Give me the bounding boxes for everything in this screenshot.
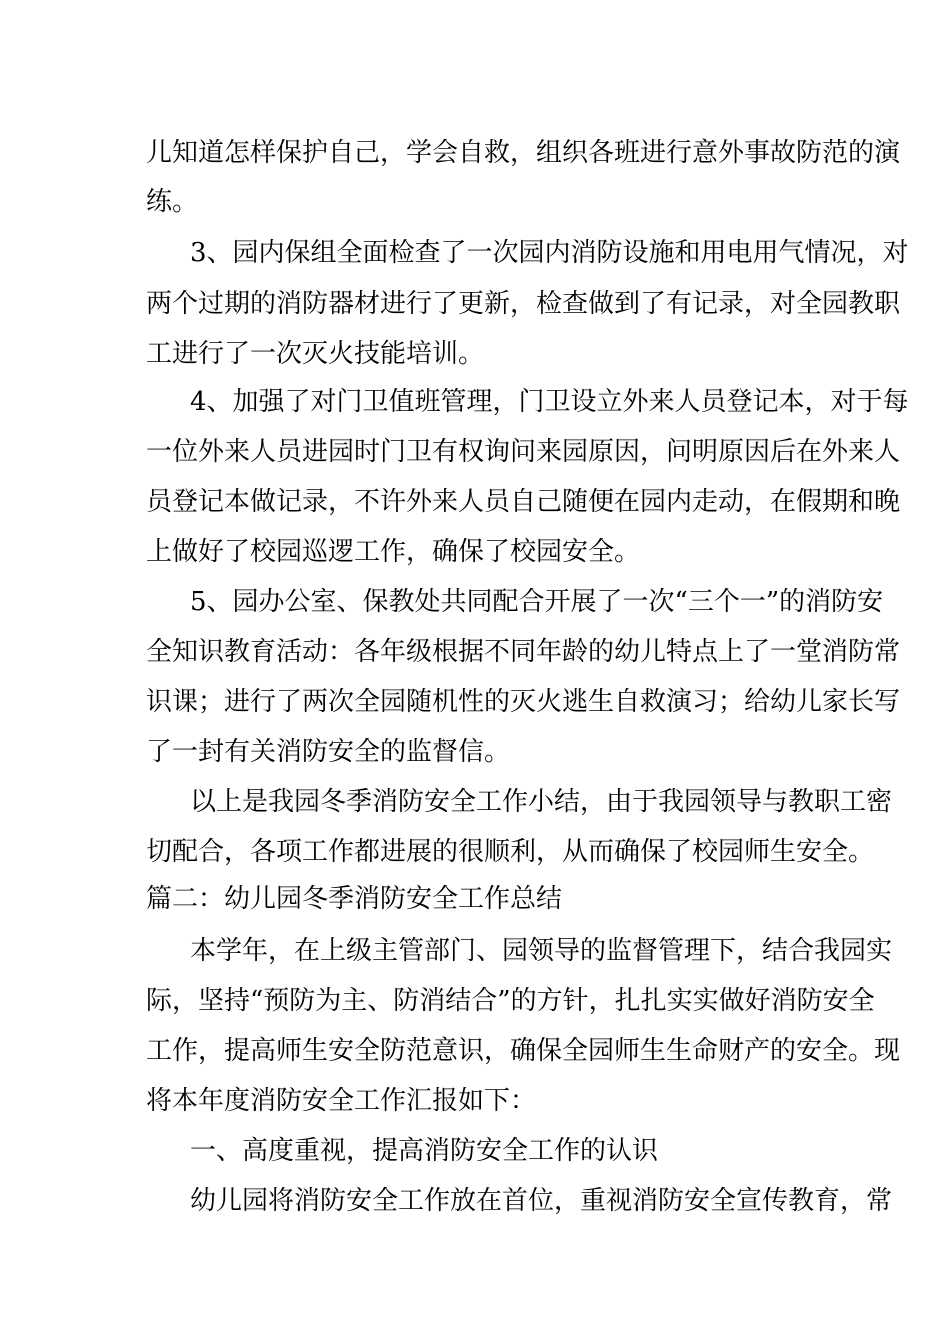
text-line: 练。 [146, 187, 199, 217]
text-line: 际，坚持“预防为主、防消结合”的方针，扎扎实实做好消防安全 [146, 986, 875, 1016]
text-line: 3、园内保组全面检查了一次园内消防设施和用电用气情况，对 [190, 238, 909, 268]
text-line: 将本年度消防安全工作汇报如下： [146, 1086, 537, 1116]
text-line: 幼儿园将消防安全工作放在首位，重视消防安全宣传教育，常 [190, 1186, 893, 1216]
text-line: 儿知道怎样保护自己，学会自救，组织各班进行意外事故防范的演 [146, 138, 901, 168]
text-line: 一位外来人员进园时门卫有权询问来园原因，问明原因后在外来人 [146, 437, 901, 467]
text-line: 识课；进行了两次全园随机性的灭火逃生自救演习；给幼儿家长写 [146, 687, 901, 717]
text-line: 本学年，在上级主管部门、园领导的监督管理下，结合我园实 [190, 936, 893, 966]
text-line: 工进行了一次灭火技能培训。 [146, 339, 485, 369]
text-line: 切配合，各项工作都进展的很顺利，从而确保了校园师生安全。 [146, 837, 875, 867]
text-line: 以上是我园冬季消防安全工作小结，由于我园领导与教职工密 [190, 787, 893, 817]
text-line: 上做好了校园巡逻工作，确保了校园安全。 [146, 537, 641, 567]
subsection-heading: 一、高度重视，提高消防安全工作的认识 [190, 1136, 659, 1166]
text-line: 5、园办公室、保教处共同配合开展了一次“三个一”的消防安 [190, 587, 884, 617]
text-line: 员登记本做记录，不许外来人员自己随便在园内走动，在假期和晚 [146, 487, 901, 517]
text-line: 4、加强了对门卫值班管理，门卫设立外来人员登记本，对于每 [190, 387, 909, 417]
text-line: 了一封有关消防安全的监督信。 [146, 737, 511, 767]
section-heading: 篇二：幼儿园冬季消防安全工作总结 [146, 884, 563, 914]
text-line: 全知识教育活动：各年级根据不同年龄的幼儿特点上了一堂消防常 [146, 637, 901, 667]
text-line: 工作，提高师生安全防范意识，确保全园师生生命财产的安全。现 [146, 1036, 901, 1066]
text-line: 两个过期的消防器材进行了更新，检查做到了有记录，对全园教职 [146, 289, 901, 319]
